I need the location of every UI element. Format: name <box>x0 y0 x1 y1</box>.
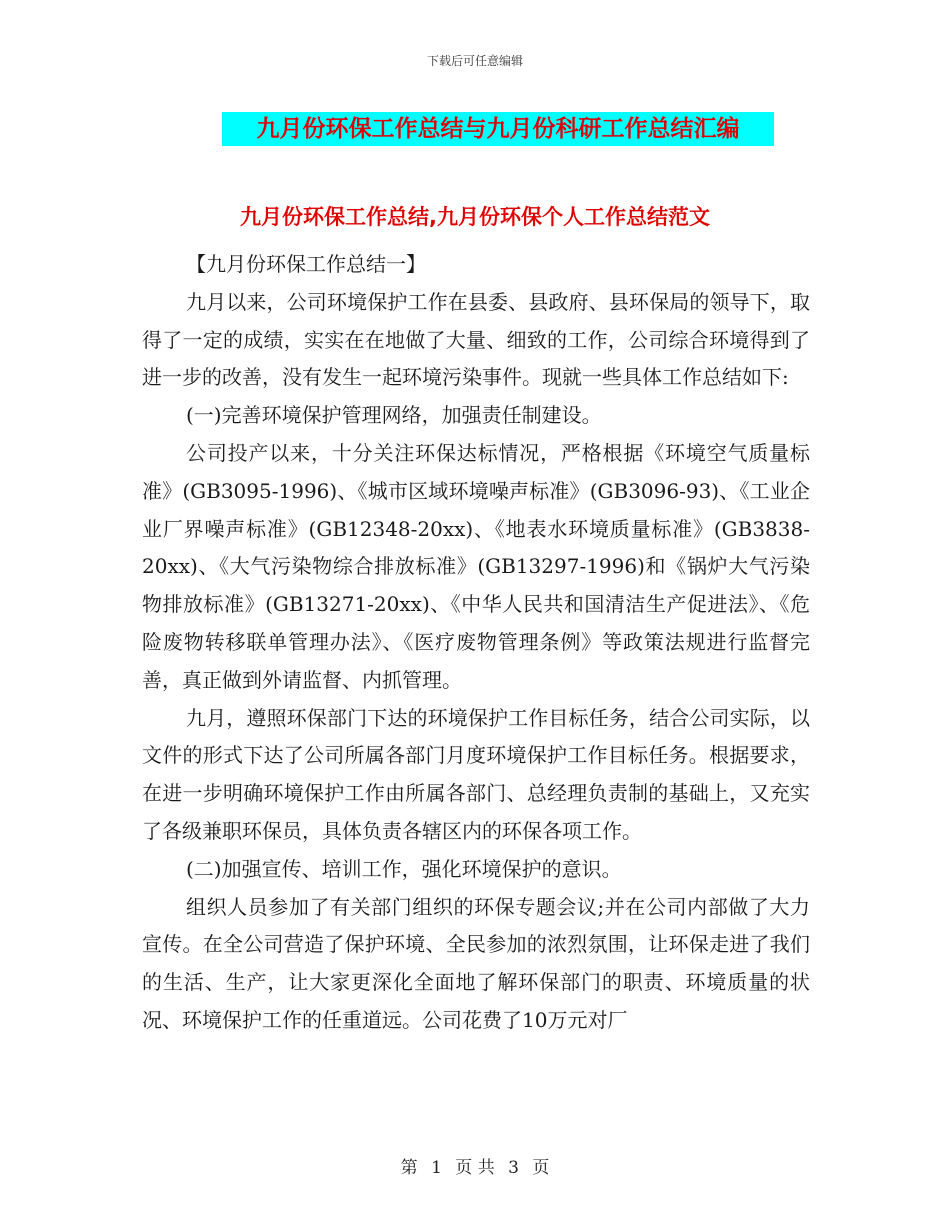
paragraph: 公司投产以来，十分关注环保达标情况，严格根据《环境空气质量标准》(GB3095-1996)、《城市区域环境噪声标准》(GB3096-93)、《工业企业厂界噪声标准》(GB12348-20xx)、《地表水环境质量标准》(GB3838-20xx)、《大气污染物综合排放标准》(GB13297-1996)和《锅炉大气污染物排放标准》(GB13271-20xx)、《中华人民共和国清洁生产促进法》、《危险废物转移联单管理办法》、《医疗废物管理条例》等政策法规进行监督完善，真正做到外请监督、内抓管理。 <box>142 440 810 692</box>
footer-suffix: 页 <box>532 1158 550 1178</box>
sub-title: 九月份环保工作总结,九月份环保个人工作总结范文 <box>240 205 710 229</box>
footer-page-number: 1 <box>431 1158 442 1178</box>
main-title: 九月份环保工作总结与九月份科研工作总结汇编 <box>222 112 774 146</box>
footer-mid: 页 共 <box>455 1158 495 1178</box>
paragraph: 组织人员参加了有关部门组织的环保专题会议;并在公司内部做了大力宣传。在全公司营造了保护环境、全民参加的浓烈氛围，让环保走进了我们的生活、生产，让大家更深化全面地了解环保部门的职责、环境质量的状况、环境保护工作的任重道远。公司花费了10万元对厂 <box>142 894 810 1032</box>
section-label: 【九月份环保工作总结一】 <box>186 252 426 276</box>
paragraph: 九月以来，公司环境保护工作在县委、县政府、县环保局的领导下，取得了一定的成绩，实实在在地做了大量、细致的工作，公司综合环境得到了进一步的改善，没有发生一起环境污染事件。现就一些具体工作总结如下: <box>142 289 810 390</box>
footer-prefix: 第 <box>400 1158 418 1178</box>
header-note: 下载后可任意编辑 <box>426 54 523 68</box>
body-text <box>142 246 810 1040</box>
paragraph: 九月，遵照环保部门下达的环境保护工作目标任务，结合公司实际，以文件的形式下达了公司所属各部门月度环境保护工作目标任务。根据要求，在进一步明确环境保护工作由所属各部门、总经理负责制的基础上，又充实了各级兼职环保员，具体负责各辖区内的环保各项工作。 <box>142 705 810 843</box>
footer-total-pages: 3 <box>508 1158 519 1178</box>
paragraph: (二)加强宣传、培训工作，强化环境保护的意识。 <box>186 856 622 881</box>
paragraph: (一)完善环境保护管理网络，加强责任制建设。 <box>186 403 602 428</box>
page-footer <box>0 1153 950 1178</box>
